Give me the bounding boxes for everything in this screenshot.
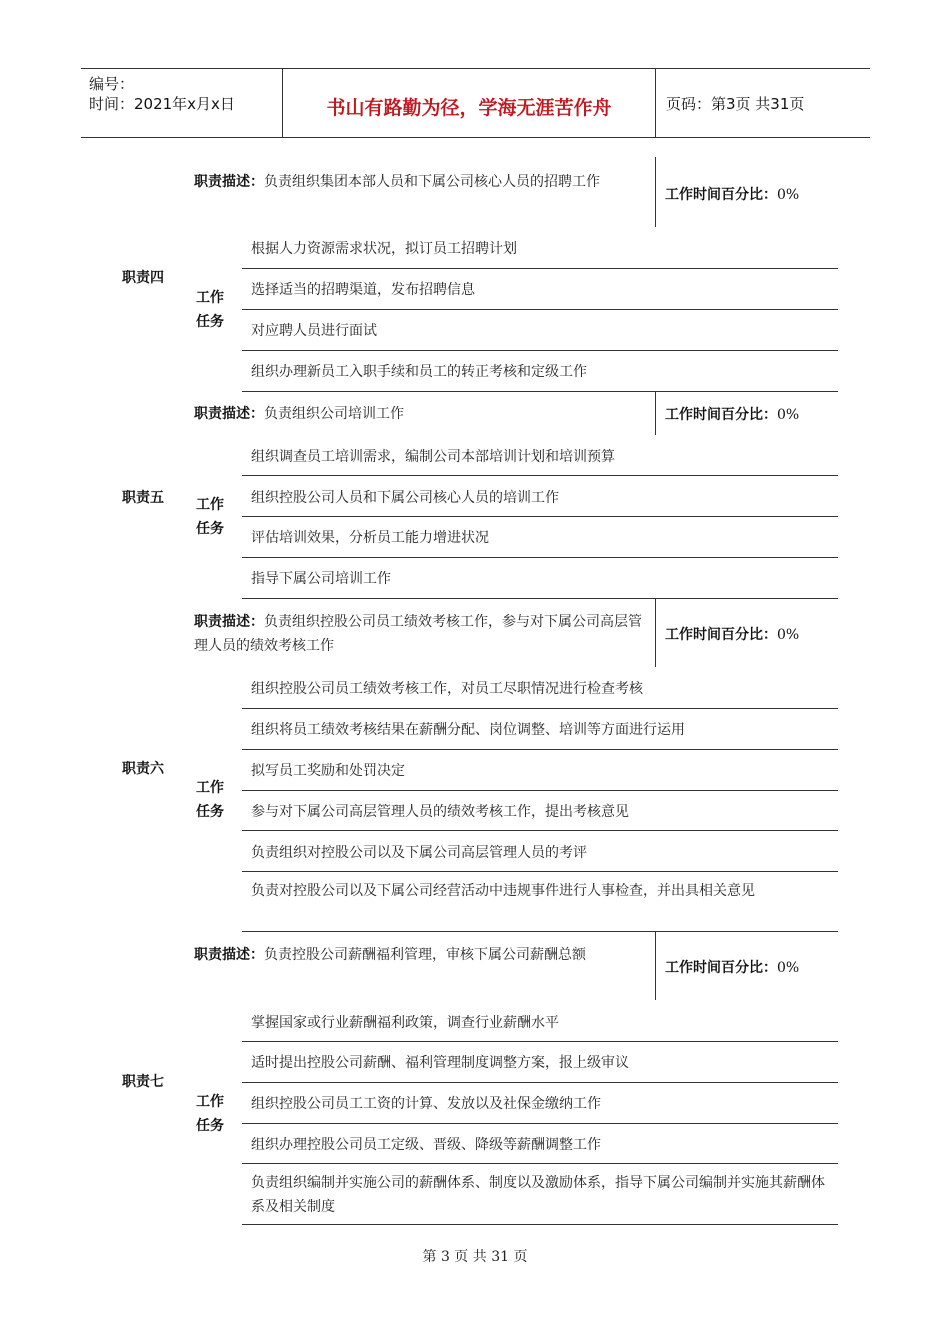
divider-line xyxy=(242,350,838,351)
task-item: 负责组织编制并实施公司的薪酬体系、制度以及激励体系，指导下属公司编制并实施其薪酬体系及相关制度 xyxy=(251,1175,825,1215)
task-item: 参与对下属公司高层管理人员的绩效考核工作，提出考核意见 xyxy=(251,804,629,820)
work-time-percent xyxy=(665,404,799,424)
task-item: 拟写员工奖励和处罚决定 xyxy=(251,763,405,779)
divider-line xyxy=(242,475,838,476)
duty-description xyxy=(194,610,650,658)
divider-line xyxy=(242,516,838,517)
task-label-line: 任务 xyxy=(196,521,224,537)
task-item: 负责组织对控股公司以及下属公司高层管理人员的考评 xyxy=(251,845,587,861)
task-label-line: 任务 xyxy=(196,314,224,330)
divider-line xyxy=(242,708,838,709)
divider-line xyxy=(242,871,838,872)
header-meta-cell xyxy=(81,69,283,137)
task-label-line: 工作 xyxy=(196,780,224,796)
divider-vertical xyxy=(655,392,656,435)
task-item: 评估培训效果，分析员工能力增进状况 xyxy=(251,530,489,546)
divider-line xyxy=(242,1082,838,1083)
divider-vertical xyxy=(655,599,656,667)
divider-line xyxy=(242,309,838,310)
task-item: 组织控股公司人员和下属公司核心人员的培训工作 xyxy=(251,490,559,506)
divider-line xyxy=(242,1041,838,1042)
header-page-number: 页码：第3页 共31页 xyxy=(666,95,805,113)
divider-line xyxy=(242,1163,838,1164)
duty-description xyxy=(194,170,650,194)
divider-line xyxy=(242,749,838,750)
task-item: 组织办理新员工入职手续和员工的转正考核和定级工作 xyxy=(251,364,587,380)
task-label-line: 工作 xyxy=(196,1094,224,1110)
desc-text: 负责组织控股公司员工绩效考核工作，参与对下属公司高层管理人员的绩效考核工作 xyxy=(194,614,642,654)
divider-line xyxy=(242,598,838,599)
doc-code-label: 编号： xyxy=(89,75,135,93)
desc-text: 负责组织公司培训工作 xyxy=(264,406,404,422)
task-item: 组织将员工绩效考核结果在薪酬分配、岗位调整、培训等方面进行运用 xyxy=(251,722,685,738)
task-label-line: 任务 xyxy=(196,1118,224,1134)
desc-text: 负责控股公司薪酬福利管理，审核下属公司薪酬总额 xyxy=(264,947,586,963)
header-motto: 书山有路勤为径，学海无涯苦作舟 xyxy=(326,97,612,119)
task-item: 适时提出控股公司薪酬、福利管理制度调整方案，报上级审议 xyxy=(251,1055,629,1071)
task-item: 选择适当的招聘渠道，发布招聘信息 xyxy=(251,282,475,298)
pct-label: 工作时间百分比： xyxy=(665,187,777,203)
work-time-percent xyxy=(665,624,799,644)
page-footer: 第 3 页 共 31 页 xyxy=(422,1249,528,1265)
divider-line xyxy=(242,790,838,791)
divider-vertical xyxy=(655,157,656,227)
pct-value: 0% xyxy=(777,407,800,423)
duty-title: 职责四 xyxy=(122,270,164,286)
task-label xyxy=(196,776,232,824)
task-label-line: 任务 xyxy=(196,804,224,820)
desc-label: 职责描述： xyxy=(194,614,264,630)
task-label xyxy=(196,286,232,334)
divider-line xyxy=(242,557,838,558)
task-label-line: 工作 xyxy=(196,290,224,306)
duty-description xyxy=(194,402,650,426)
page-header xyxy=(81,68,870,138)
task-label xyxy=(196,1090,232,1138)
task-item: 掌握国家或行业薪酬福利政策，调查行业薪酬水平 xyxy=(251,1015,559,1031)
desc-label: 职责描述： xyxy=(194,406,264,422)
task-item: 组织调查员工培训需求，编制公司本部培训计划和培训预算 xyxy=(251,449,615,465)
header-page-cell xyxy=(656,69,870,137)
task-item: 组织控股公司员工绩效考核工作，对员工尽职情况进行检查考核 xyxy=(251,681,643,697)
task-label xyxy=(196,493,232,541)
task-item: 根据人力资源需求状况，拟订员工招聘计划 xyxy=(251,241,517,257)
pct-value: 0% xyxy=(777,187,800,203)
desc-label: 职责描述： xyxy=(194,947,264,963)
task-item: 组织办理控股公司员工定级、晋级、降级等薪酬调整工作 xyxy=(251,1137,601,1153)
divider-line xyxy=(242,931,838,932)
header-motto-cell xyxy=(283,69,656,137)
task-item: 指导下属公司培训工作 xyxy=(251,571,391,587)
duty-title: 职责六 xyxy=(122,761,164,777)
duty-title: 职责七 xyxy=(122,1074,164,1090)
task-label-line: 工作 xyxy=(196,497,224,513)
desc-label: 职责描述： xyxy=(194,174,264,190)
divider-line xyxy=(242,830,838,831)
task-item: 组织控股公司员工工资的计算、发放以及社保金缴纳工作 xyxy=(251,1096,601,1112)
work-time-percent xyxy=(665,957,799,977)
task-item: 负责对控股公司以及下属公司经营活动中违规事件进行人事检查，并出具相关意见 xyxy=(251,883,755,899)
task-item: 对应聘人员进行面试 xyxy=(251,323,377,339)
duty-title: 职责五 xyxy=(122,490,164,506)
pct-label: 工作时间百分比： xyxy=(665,960,777,976)
duty-description xyxy=(194,943,650,967)
work-time-percent xyxy=(665,184,799,204)
divider-line xyxy=(242,1224,838,1225)
desc-text: 负责组织集团本部人员和下属公司核心人员的招聘工作 xyxy=(264,174,600,190)
divider-line xyxy=(242,391,838,392)
pct-value: 0% xyxy=(777,627,800,643)
pct-value: 0% xyxy=(777,960,800,976)
divider-line xyxy=(242,268,838,269)
divider-line xyxy=(242,1123,838,1124)
divider-vertical xyxy=(655,932,656,1000)
pct-label: 工作时间百分比： xyxy=(665,407,777,423)
doc-time-label: 时间：2021年x月x日 xyxy=(89,95,235,113)
pct-label: 工作时间百分比： xyxy=(665,627,777,643)
